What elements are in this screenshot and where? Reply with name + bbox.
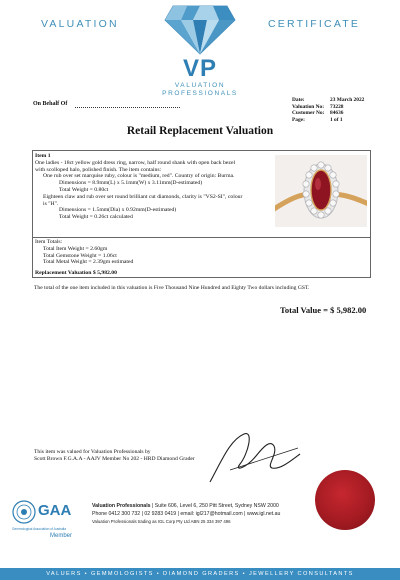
total-value: Total Value = $ 5,982.00 [280, 305, 367, 315]
header-certificate-word: CERTIFICATE [268, 18, 361, 30]
meta-key: Customer No: [292, 110, 325, 117]
contact-legal-line: Valuation Professionals trading as IGL Corp Pty Ltd ABN 25 334 397 496 [92, 519, 231, 525]
item-totals [35, 239, 133, 266]
total-sentence: The total of the one item included in this valuation is Five Thousand Nine Hundred and Eighty Two dollars including GST. [34, 285, 310, 291]
vp-logo-text: VP [182, 55, 217, 82]
meta-row [292, 110, 364, 117]
meta-key: Valuation No: [292, 103, 325, 110]
gaa-member-label: Member [50, 533, 73, 539]
gaa-emblem-icon [12, 500, 36, 524]
meta-row [292, 117, 364, 124]
company-address: | Suite 606, Level 6, 250 Pitt Street, Sydney NSW 2000 [150, 503, 279, 509]
red-seal-stamp [315, 470, 375, 530]
header-valuation-word: VALUATION [41, 18, 119, 30]
item-desc-line: with scolloped halo, polished finish. The item contains: [35, 166, 162, 173]
stone-1-dimensions: Dimensions = 8.9mm(L) x 5.1mm(W) x 3.11mm(D-estimated) [59, 180, 203, 187]
item-desc-line: One ladies - 18ct yellow gold dress ring, narrow, half round shank with open back bezel [35, 159, 236, 166]
replacement-valuation: Replacement Valuation $ 5,982.00 [35, 270, 117, 276]
vp-logo-subtitle [0, 82, 400, 97]
meta-key: Date: [292, 97, 305, 103]
item-description [35, 153, 270, 221]
vp-sub-line1: VALUATION [174, 82, 226, 89]
document-title: Retail Replacement Valuation [126, 125, 274, 137]
footer-band: VALUERS • GEMMOLOGISTS • DIAMOND GRADERS • JEWELLERY CONSULTANTS [0, 568, 400, 580]
ring-photo-graphic [275, 155, 367, 227]
total-metal-weight: Total Metal Weight = 2.39gm estimated [43, 259, 134, 266]
meta-row [292, 104, 364, 111]
meta-value: 23 March 2022 [330, 97, 365, 103]
valuer-line-1: This item was valued for Valuation Professionals by [34, 449, 151, 455]
item-separator [33, 237, 370, 238]
meta-block [292, 97, 364, 123]
vp-sub-line2: PROFESSIONALS [162, 89, 238, 97]
valuer-statement [34, 449, 195, 462]
item-box [32, 150, 371, 278]
total-gemstone-weight: Total Gemstone Weight = 1.06ct [43, 252, 117, 259]
on-behalf-label: On Behalf Of [33, 101, 68, 107]
totals-heading: Item Totals: [35, 239, 63, 245]
contact-phone-line: Phone 0412 300 732 | 02 9283 0419 | email: igl217@hotmail.com | www.igl.net.au [92, 511, 281, 518]
meta-value: 84636 [330, 110, 344, 117]
gaa-logo-text: GAA [38, 502, 72, 519]
ring-photo [275, 155, 367, 227]
contact-address-line [92, 502, 280, 510]
contact-block [92, 502, 280, 525]
stone-2-weight: Total Weight = 0.26ct calculated [59, 214, 133, 221]
signature-graphic [200, 420, 305, 490]
stone-1-weight: Total Weight = 0.80ct [59, 186, 109, 193]
total-item-weight: Total Item Weight = 2.60gm [43, 245, 108, 252]
diamond-logo-icon [163, 4, 237, 56]
meta-value: 1 of 1 [330, 116, 343, 123]
meta-value: 73228 [330, 103, 344, 110]
meta-key: Page: [292, 116, 305, 123]
meta-row [292, 97, 364, 104]
stone-2-dimensions: Dimensions = 1.5mm(Dia) x 0.92mm(D-estimated) [59, 207, 177, 214]
gaa-association-name: Gemmological Association of Australia [12, 527, 67, 531]
valuer-line-2: Scott Brown F.G.A.A - AAJV Member No 202 - HRD Diamond Grader [34, 455, 195, 462]
on-behalf-dotted-line [75, 107, 180, 108]
company-name: Valuation Professionals [92, 503, 151, 509]
stone-2-line: Eighteen claw and rub over set round brilliant cut diamonds, clarity is "VS2-SI", colour [43, 193, 243, 200]
item-heading: Item 1 [35, 153, 51, 159]
stone-2-line-cont: is "H". [43, 200, 59, 207]
stone-1-line: One rub over set marquise ruby, colour is "medium, red". Country of origin: Burma. [43, 173, 235, 180]
